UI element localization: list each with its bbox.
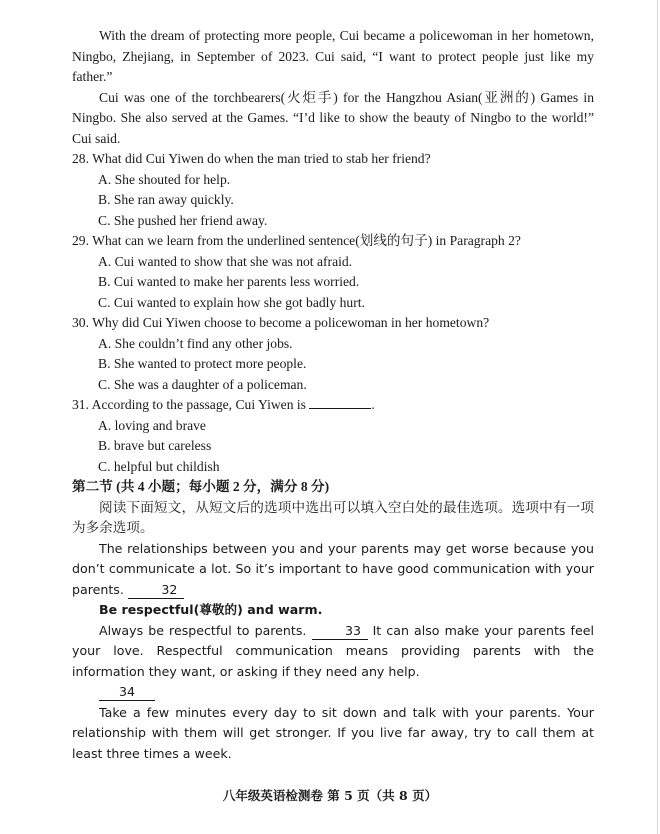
passage-text: Always be respectful to parents. <box>99 622 307 638</box>
option: A. Cui wanted to show that she was not afraid. <box>98 253 353 269</box>
page-footer: 八年级英语检测卷 第 5 页（共 8 页） <box>222 788 438 803</box>
stem-end: . <box>371 397 375 412</box>
option: C. helpful but childish <box>98 458 220 474</box>
passage-heading: Be respectful(尊敬的) and warm. <box>99 602 323 617</box>
scan-edge-line <box>657 0 658 834</box>
option: B. She wanted to protect more people. <box>98 356 307 371</box>
passage-text: The relationships between you and your parents may get worse because you don’t communicate a lot. So it’s important to have good communication with your parents. <box>72 540 594 597</box>
question-31 <box>72 395 594 477</box>
question-stem: 28. What did Cui Yiwen do when the man tried to stab her friend? <box>72 151 431 166</box>
stem-text: 31. According to the passage, Cui Yiwen is <box>72 397 306 412</box>
question-stem: 29. What can we learn from the underlined sentence(划线的句子) in Paragraph 2? <box>72 233 521 248</box>
passage-text: It can also make your parents feel your love. Respectful communication means providing parents with the information they want, or asking if they need any help. <box>72 622 594 679</box>
option: A. loving and brave <box>98 417 206 433</box>
passage-paragraph: Take a few minutes every day to sit down and talk with your parents. Your relationship with them will get stronger. If you live far away, try to call them at least three times a week. <box>72 704 594 761</box>
heading-gap <box>99 682 594 703</box>
passage-paragraph <box>72 539 594 601</box>
option: A. She couldn’t find any other jobs. <box>98 335 293 351</box>
paragraph: Cui was one of the torchbearers(火炬手) for the Hangzhou Asian(亚洲的) Games in Ningbo. She also served at the Games. “I’d like to show the beauty of Ningbo to the world!” Cui said. <box>72 89 594 146</box>
blank-34: 34 <box>99 684 155 701</box>
question-stem <box>72 395 594 416</box>
section-instruction: 阅读下面短文，从短文后的选项中选出可以填入空白处的最佳选项。选项中有一项为多余选项。 <box>72 499 594 535</box>
blank-33: 33 <box>312 623 368 640</box>
option: C. Cui wanted to explain how she got badly hurt. <box>98 294 365 310</box>
option: A. She shouted for help. <box>98 171 231 187</box>
option: B. She ran away quickly. <box>98 192 234 207</box>
blank-32: 32 <box>128 582 184 599</box>
question-28 <box>72 149 594 231</box>
option: B. brave but careless <box>98 438 212 453</box>
page-content <box>72 26 594 764</box>
question-29 <box>72 231 594 313</box>
question-stem: 30. Why did Cui Yiwen choose to become a policewoman in her hometown? <box>72 315 490 330</box>
option: C. She pushed her friend away. <box>98 212 268 228</box>
passage-paragraph <box>72 621 594 683</box>
option: C. She was a daughter of a policeman. <box>98 376 307 392</box>
question-30 <box>72 313 594 395</box>
cloze-passage <box>72 539 594 765</box>
option: B. Cui wanted to make her parents less worried. <box>98 274 360 289</box>
paragraph: With the dream of protecting more people, Cui became a policewoman in her hometown, Ningbo, Zhejiang, in September of 2023. Cui said, “I want to protect people just like my father.” <box>72 28 594 84</box>
section-title: 第二节 (共 4 小题；每小题 2 分，满分 8 分) <box>72 479 330 494</box>
answer-blank <box>309 408 371 409</box>
